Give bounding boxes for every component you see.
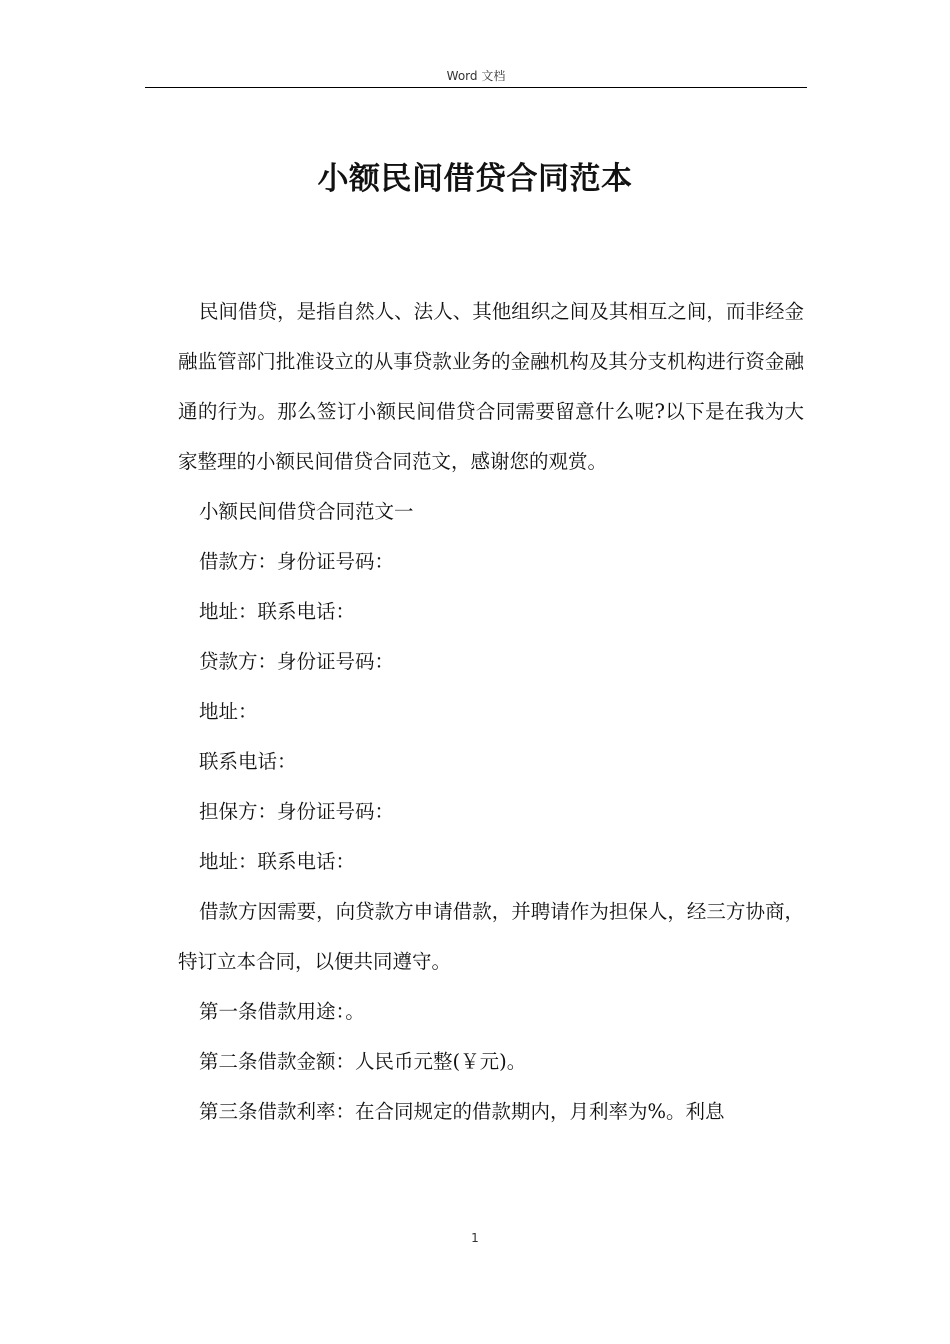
header-divider — [145, 87, 807, 88]
guarantor-address-line: 地址：联系电话： — [199, 850, 356, 873]
intro-paragraph: 民间借贷，是指自然人、法人、其他组织之间及其相互之间，而非经金融监管部门批准设立的从事贷款业务的金融机构及其分支机构进行资金融通的行为。那么签订小额民间借贷合同需要留意什么呢?以下是在我为大家整理的小额民间借贷合同范文，感谢您的观赏。 — [178, 300, 804, 473]
article-two: 第二条借款金额：人民币元整(￥元)。 — [199, 1050, 527, 1073]
section-heading-sample-one: 小额民间借贷合同范文一 — [199, 500, 414, 523]
document-title: 小额民间借贷合同范本 — [317, 161, 633, 197]
lender-phone-line: 联系电话： — [199, 750, 297, 773]
lender-address-line: 地址： — [199, 700, 258, 723]
lender-line: 贷款方：身份证号码： — [199, 650, 395, 673]
article-three: 第三条借款利率：在合同规定的借款期内，月利率为%。利息 — [199, 1100, 725, 1123]
borrower-line: 借款方：身份证号码： — [199, 550, 395, 573]
borrower-address-line: 地址：联系电话： — [199, 600, 356, 623]
agreement-preamble: 借款方因需要，向贷款方申请借款，并聘请作为担保人，经三方协商，特订立本合同，以便共同遵守。 — [178, 900, 804, 973]
article-one: 第一条借款用途：。 — [199, 1000, 365, 1023]
document-body — [178, 287, 804, 1137]
guarantor-line: 担保方：身份证号码： — [199, 800, 395, 823]
page-header: Word 文档 — [446, 69, 506, 83]
page-number: 1 — [471, 1231, 479, 1245]
